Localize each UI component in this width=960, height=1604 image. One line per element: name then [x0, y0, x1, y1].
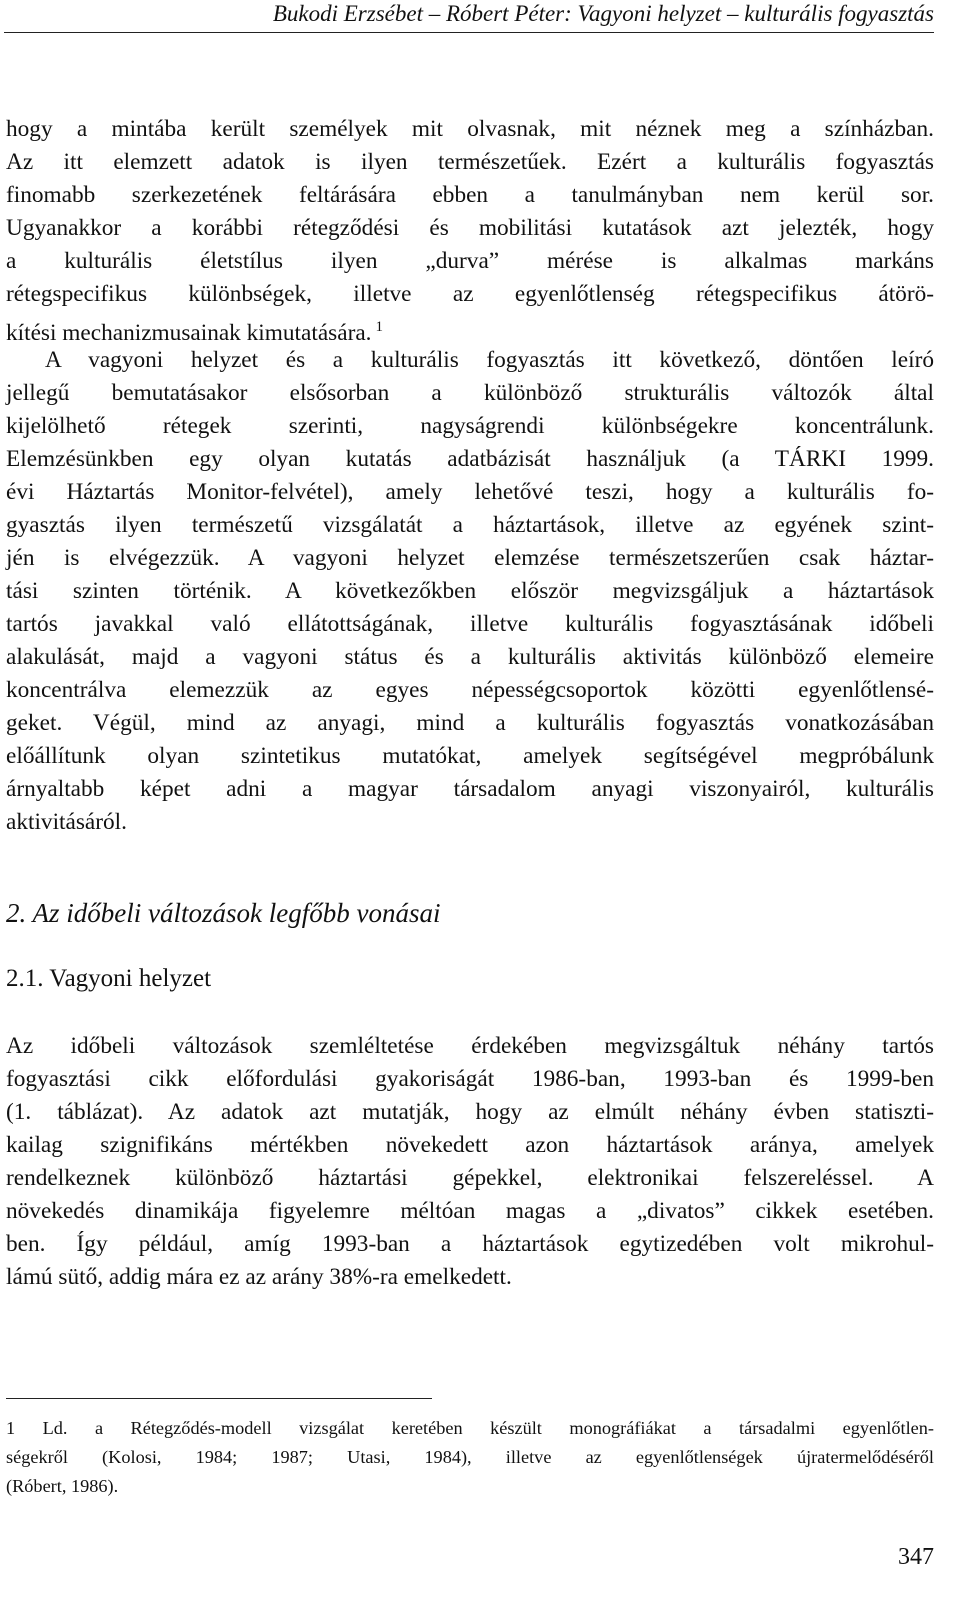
body-line: finomabb szerkezetének feltárására ebben a tanulmányban nem kerül sor.	[6, 182, 934, 208]
body-line: árnyaltabb képet adni a magyar társadalom anyagi viszonyairól, kulturális	[6, 776, 934, 802]
footnote-line: ségekről (Kolosi, 1984; 1987; Utasi, 1984), illetve az egyenlőtlenségek újratermelődéséről	[6, 1447, 934, 1467]
body-line: tási szinten történik. A következőkben először megvizsgáljuk a háztartások	[6, 578, 934, 604]
body-line: (1. táblázat). Az adatok azt mutatják, hogy az elmúlt néhány évben statiszti-	[6, 1099, 934, 1125]
body-line: geket. Végül, mind az anyagi, mind a kulturális fogyasztás vonatkozásában	[6, 710, 934, 736]
body-line: növekedés dinamikája figyelemre méltóan magas a „divatos” cikkek esetében.	[6, 1198, 934, 1224]
body-line: Elemzésünkben egy olyan kutatás adatbázisát használjuk (a TÁRKI 1999.	[6, 446, 934, 472]
body-line: Ugyanakkor a korábbi rétegződési és mobilitási kutatások azt jelezték, hogy	[6, 215, 934, 241]
body-line: a kulturális életstílus ilyen „durva” mérése is alkalmas markáns	[6, 248, 934, 274]
body-line: aktivitásáról.	[6, 809, 127, 835]
body-line: Az itt elemzett adatok is ilyen természetűek. Ezért a kulturális fogyasztás	[6, 149, 934, 175]
body-line: évi Háztartás Monitor-felvétel), amely lehetővé teszi, hogy a kulturális fo-	[6, 479, 934, 505]
body-line: előállítunk olyan szintetikus mutatókat, amelyek segítségével megpróbálunk	[6, 743, 934, 769]
subsection-heading: 2.1. Vagyoni helyzet	[6, 965, 212, 992]
running-head: Bukodi Erzsébet – Róbert Péter: Vagyoni helyzet – kulturális fogyasztás	[272, 1, 934, 26]
body-line: rétegspecifikus különbségek, illetve az egyenlőtlenség rétegspecifikus átörö-	[6, 281, 934, 307]
body-line: koncentrálva elemezzük az egyes népességcsoportok közötti egyenlőtlensé-	[6, 677, 934, 703]
body-line: tartós javakkal való ellátottságának, illetve kulturális fogyasztásának időbeli	[6, 611, 934, 637]
body-line: rendelkeznek különböző háztartási gépekkel, elektronikai felszereléssel. A	[6, 1165, 934, 1191]
body-line: A vagyoni helyzet és a kulturális fogyasztás itt következő, döntően leíró	[45, 347, 934, 373]
body-line: lámú sütő, addig mára ez az arány 38%-ra emelkedett.	[6, 1264, 512, 1290]
body-line-text: kítési mechanizmusainak kimutatására.	[6, 320, 372, 346]
body-line: Az időbeli változások szemléltetése érdekében megvizsgáltuk néhány tartós	[6, 1033, 934, 1059]
body-line: hogy a mintába került személyek mit olvasnak, mit néznek meg a színházban.	[6, 116, 934, 142]
footnote-reference[interactable]: 1	[375, 319, 384, 335]
header-rule	[4, 32, 934, 33]
body-line: kijelölhető rétegek szerinti, nagyságrendi különbségekre koncentrálunk.	[6, 413, 934, 439]
body-line: jellegű bemutatásakor elsősorban a különböző strukturális változók által	[6, 380, 934, 406]
footnote-line: 1 Ld. a Rétegződés-modell vizsgálat keretében készült monográfiákat a társadalmi egyenlőtlen-	[6, 1418, 934, 1438]
page-number: 347	[898, 1544, 934, 1570]
body-line: jén is elvégezzük. A vagyoni helyzet elemzése természetszerűen csak háztar-	[6, 545, 934, 571]
body-line: gyasztás ilyen természetű vizsgálatát a háztartások, illetve az egyének szint-	[6, 512, 934, 538]
body-line: ben. Így például, amíg 1993-ban a háztartások egytizedében volt mikrohul-	[6, 1231, 934, 1257]
section-heading: 2. Az időbeli változások legfőbb vonásai	[6, 898, 441, 928]
body-line: alakulását, majd a vagyoni státus és a kulturális aktivitás különböző elemeire	[6, 644, 934, 670]
body-line: fogyasztási cikk előfordulási gyakoriságát 1986-ban, 1993-ban és 1999-ben	[6, 1066, 934, 1092]
footnote-rule	[6, 1398, 432, 1399]
body-line: kailag szignifikáns mértékben növekedett azon háztartások aránya, amelyek	[6, 1132, 934, 1158]
footnote-line: (Róbert, 1986).	[6, 1476, 119, 1496]
